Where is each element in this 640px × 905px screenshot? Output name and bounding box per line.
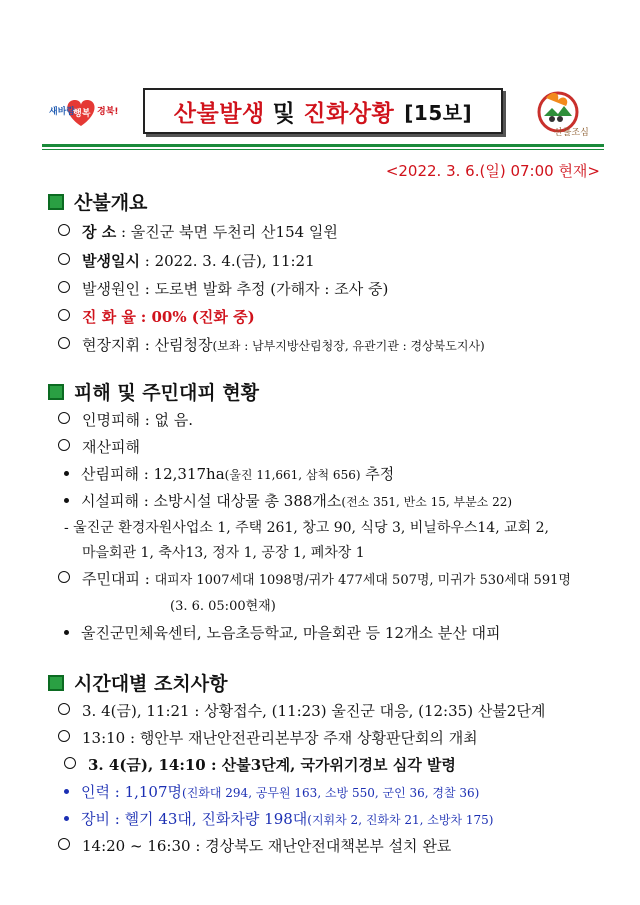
section-title: 산불개요 (74, 192, 148, 214)
circle-bullet-icon (58, 703, 70, 715)
circle-bullet-icon (64, 757, 76, 769)
overview-location: 장 소 : 울진군 북면 두천리 산154 일원 (58, 221, 338, 242)
circle-bullet-icon (58, 337, 70, 349)
title-suppression: 진화상황 (303, 100, 395, 127)
header-divider (42, 144, 604, 147)
timeline-equipment: 장비 : 헬기 43대, 진화차량 198대(지휘차 2, 진화차 21, 소방차 175) (64, 808, 493, 829)
timeline-item-2: 13:10 : 행안부 재난안전관리본부장 주재 상황판단회의 개최 (58, 727, 478, 748)
circle-bullet-icon (58, 439, 70, 451)
damage-detail-line1: - 울진군 환경자원사업소 1, 주택 261, 창고 90, 식당 3, 비닐하우스14, 교회 2, (64, 520, 549, 536)
title-and: 및 (272, 100, 296, 127)
gyeongbuk-slogan-logo (45, 92, 123, 132)
overview-cause: 발생원인 : 도로변 발화 추정 (가해자 : 조사 중) (58, 278, 388, 299)
section-damage (48, 378, 259, 405)
damage-property: 재산피해 (58, 436, 140, 457)
timeline-item-4: 14:20 ~ 16:30 : 경상북도 재난안전대책본부 설치 완료 (58, 835, 451, 856)
section-title: 피해 및 주민대피 현황 (74, 382, 260, 404)
circle-bullet-icon (58, 412, 70, 424)
title-wildfire: 산불발생 (173, 100, 265, 127)
timeline-item-3: 3. 4(금), 14:10 : 산불3단계, 국가위기경보 심각 발령 (64, 754, 456, 775)
damage-detail-line2: 마을회관 1, 축사13, 정자 1, 공장 1, 폐차장 1 (82, 545, 365, 561)
document-title (143, 88, 503, 134)
damage-forest: 산림피해 : 12,317ha(울진 11,661, 삼척 656) 추정 (64, 463, 394, 484)
overview-containment: 진 화 율 : 00% (진화 중) (58, 306, 255, 327)
circle-bullet-icon (58, 281, 70, 293)
evacuation-shelters: 울진군민체육센터, 노음초등학교, 마을회관 등 12개소 분산 대피 (64, 622, 500, 643)
damage-casualty: 인명피해 : 없 음. (58, 409, 193, 430)
circle-bullet-icon (58, 838, 70, 850)
dot-bullet-icon (64, 498, 69, 503)
evacuation-date: (3. 6. 05:00현재) (170, 599, 276, 614)
svg-text:행복: 행복 (73, 109, 91, 119)
timeline-personnel: 인력 : 1,107명(진화대 294, 공무원 163, 소방 550, 군인 36, 경찰 36) (64, 781, 479, 802)
dot-bullet-icon (64, 630, 69, 635)
section-overview (48, 188, 147, 215)
dot-bullet-icon (64, 789, 69, 794)
svg-text:새바람: 새바람 (49, 107, 76, 117)
timeline-item-1: 3. 4(금), 11:21 : 상황접수, (11:23) 울진군 대응, (12:35) 산불2단계 (58, 700, 545, 721)
report-date: <2022. 3. 6.(일) 07:00 현재> (385, 162, 600, 180)
circle-bullet-icon (58, 224, 70, 236)
dot-bullet-icon (64, 816, 69, 821)
title-report-number: [15보] (404, 100, 473, 125)
section-bullet-icon (48, 384, 64, 400)
circle-bullet-icon (58, 571, 70, 583)
evacuation: 주민대피 : 대피자 1007세대 1098명/귀가 477세대 507명, 미귀가 530세대 591명 (58, 568, 571, 589)
svg-text:경북!: 경북! (97, 107, 119, 117)
dot-bullet-icon (64, 471, 69, 476)
overview-datetime: 발생일시 : 2022. 3. 4.(금), 11:21 (58, 250, 315, 271)
circle-bullet-icon (58, 253, 70, 265)
header (0, 0, 640, 150)
circle-bullet-icon (58, 730, 70, 742)
overview-command: 현장지휘 : 산림청장(보좌 : 남부지방산림청장, 유관기관 : 경상북도지사) (58, 334, 485, 355)
section-bullet-icon (48, 675, 64, 691)
damage-facility: 시설피해 : 소방시설 대상물 총 388개소(전소 351, 반소 15, 부분소 22) (64, 490, 512, 511)
right-logo-label: 산불조심 (554, 128, 589, 138)
section-title: 시간대별 조치사항 (74, 673, 228, 695)
header-divider-thin (42, 149, 604, 150)
section-bullet-icon (48, 194, 64, 210)
section-timeline (48, 669, 227, 696)
circle-bullet-icon (58, 309, 70, 321)
